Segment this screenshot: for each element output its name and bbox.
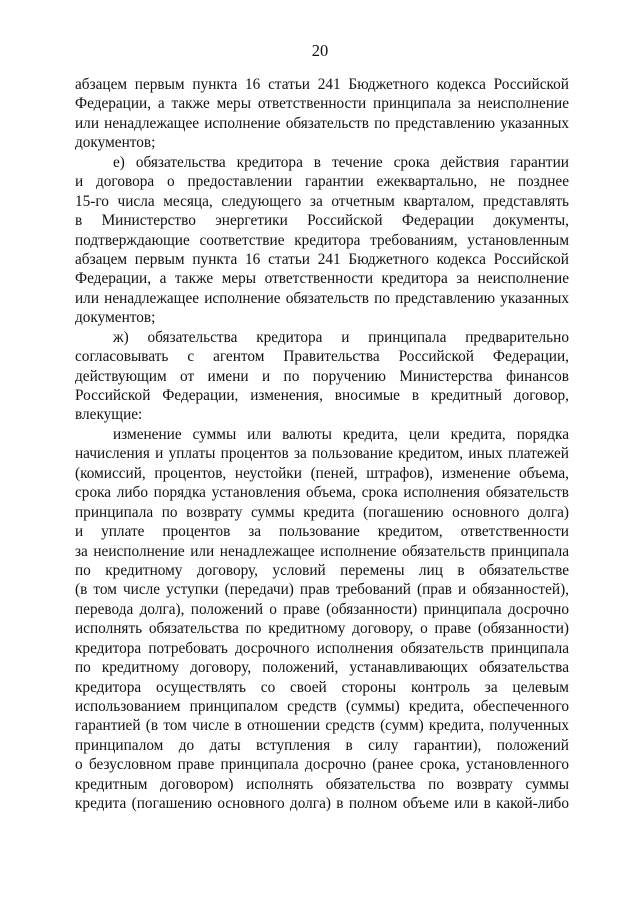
text-line: документов;	[75, 134, 156, 152]
text-line: кредита (погашению основного долга) в полном объеме или в какой-либо	[75, 795, 569, 813]
page-number: 20	[311, 41, 329, 60]
text-line: (комиссий, процентов, неустойки (пеней, штрафов), изменение объема,	[75, 464, 569, 482]
text-line: влекущие:	[75, 406, 143, 424]
text-line: документов;	[75, 309, 156, 327]
text-line: принципала по возврату суммы кредита (погашению основного долга)	[75, 503, 569, 521]
text-line: или ненадлежащее исполнение обязательств по представлению указанных	[75, 289, 569, 307]
text-line: абзацем первым пункта 16 статьи 241 Бюджетного кодекса Российской	[75, 250, 569, 268]
text-line: 15-го числа месяца, следующего за отчетным кварталом, представлять	[75, 192, 569, 210]
text-line: кредитора осуществлять со своей стороны контроль за целевым	[75, 678, 569, 696]
text-line: абзацем первым пункта 16 статьи 241 Бюджетного кодекса Российской	[75, 76, 569, 93]
text-line: использованием принципалом средств (суммы) кредита, обеспеченного	[75, 698, 569, 715]
text-line: кредитным договором) исполнять обязательства по возврату суммы	[75, 775, 569, 793]
text-line: или ненадлежащее исполнение обязательств по представлению указанных	[75, 114, 569, 132]
text-line: Федерации, а также меры ответственности принципала за неисполнение	[75, 95, 569, 113]
text-line: принципалом до даты вступления в силу гарантии), положений	[75, 736, 569, 754]
text-line: е) обязательства кредитора в течение срока действия гарантии	[113, 153, 569, 171]
text-line: срока либо порядка установления объема, срока исполнения обязательств	[75, 484, 569, 502]
text-line: кредитора потребовать досрочного исполнения обязательств принципала	[75, 639, 569, 657]
document-body	[75, 75, 569, 814]
text-line: за неисполнение или ненадлежащее исполнение обязательств принципала	[75, 542, 569, 560]
text-line: и уплате процентов за пользование кредитом, ответственности	[75, 523, 569, 541]
text-line: (в том числе уступки (передачи) прав требований (прав и обязанностей),	[75, 581, 569, 599]
text-line: перевода долга), положений о праве (обязанности) принципала досрочно	[75, 600, 569, 618]
text-line: в Министерство энергетики Российской Федерации документы,	[75, 212, 569, 230]
text-line: по кредитному договору, условий перемены лиц в обязательстве	[75, 561, 569, 579]
text-line: о безусловном праве принципала досрочно (ранее срока, установленного	[75, 756, 569, 774]
text-line: ж) обязательства кредитора и принципала предварительно	[113, 328, 569, 346]
text-line: и договора о предоставлении гарантии ежеквартально, не позднее	[75, 173, 569, 191]
text-line: действующим от имени и по поручению Министерства финансов	[75, 367, 569, 385]
text-line: Российской Федерации, изменения, вносимые в кредитный договор,	[75, 387, 569, 404]
text-line: по кредитному договору, положений, устанавливающих обязательства	[75, 659, 569, 677]
paragraph	[75, 153, 569, 328]
paragraph	[75, 425, 569, 814]
text-line: подтверждающие соответствие кредитора требованиям, установленным	[75, 231, 569, 249]
text-line: согласовывать с агентом Правительства Российской Федерации,	[75, 348, 569, 366]
text-line: исполнять обязательства по кредитному договору, о праве (обязанности)	[75, 620, 569, 638]
text-line: Федерации, а также меры ответственности кредитора за неисполнение	[75, 270, 569, 288]
text-line: изменение суммы или валюты кредита, цели кредита, порядка	[113, 425, 569, 443]
paragraph	[75, 75, 569, 153]
text-line: гарантией (в том числе в отношении средств (сумм) кредита, полученных	[75, 717, 569, 735]
paragraph	[75, 328, 569, 425]
text-line: начисления и уплаты процентов за пользование кредитом, иных платежей	[75, 445, 569, 463]
